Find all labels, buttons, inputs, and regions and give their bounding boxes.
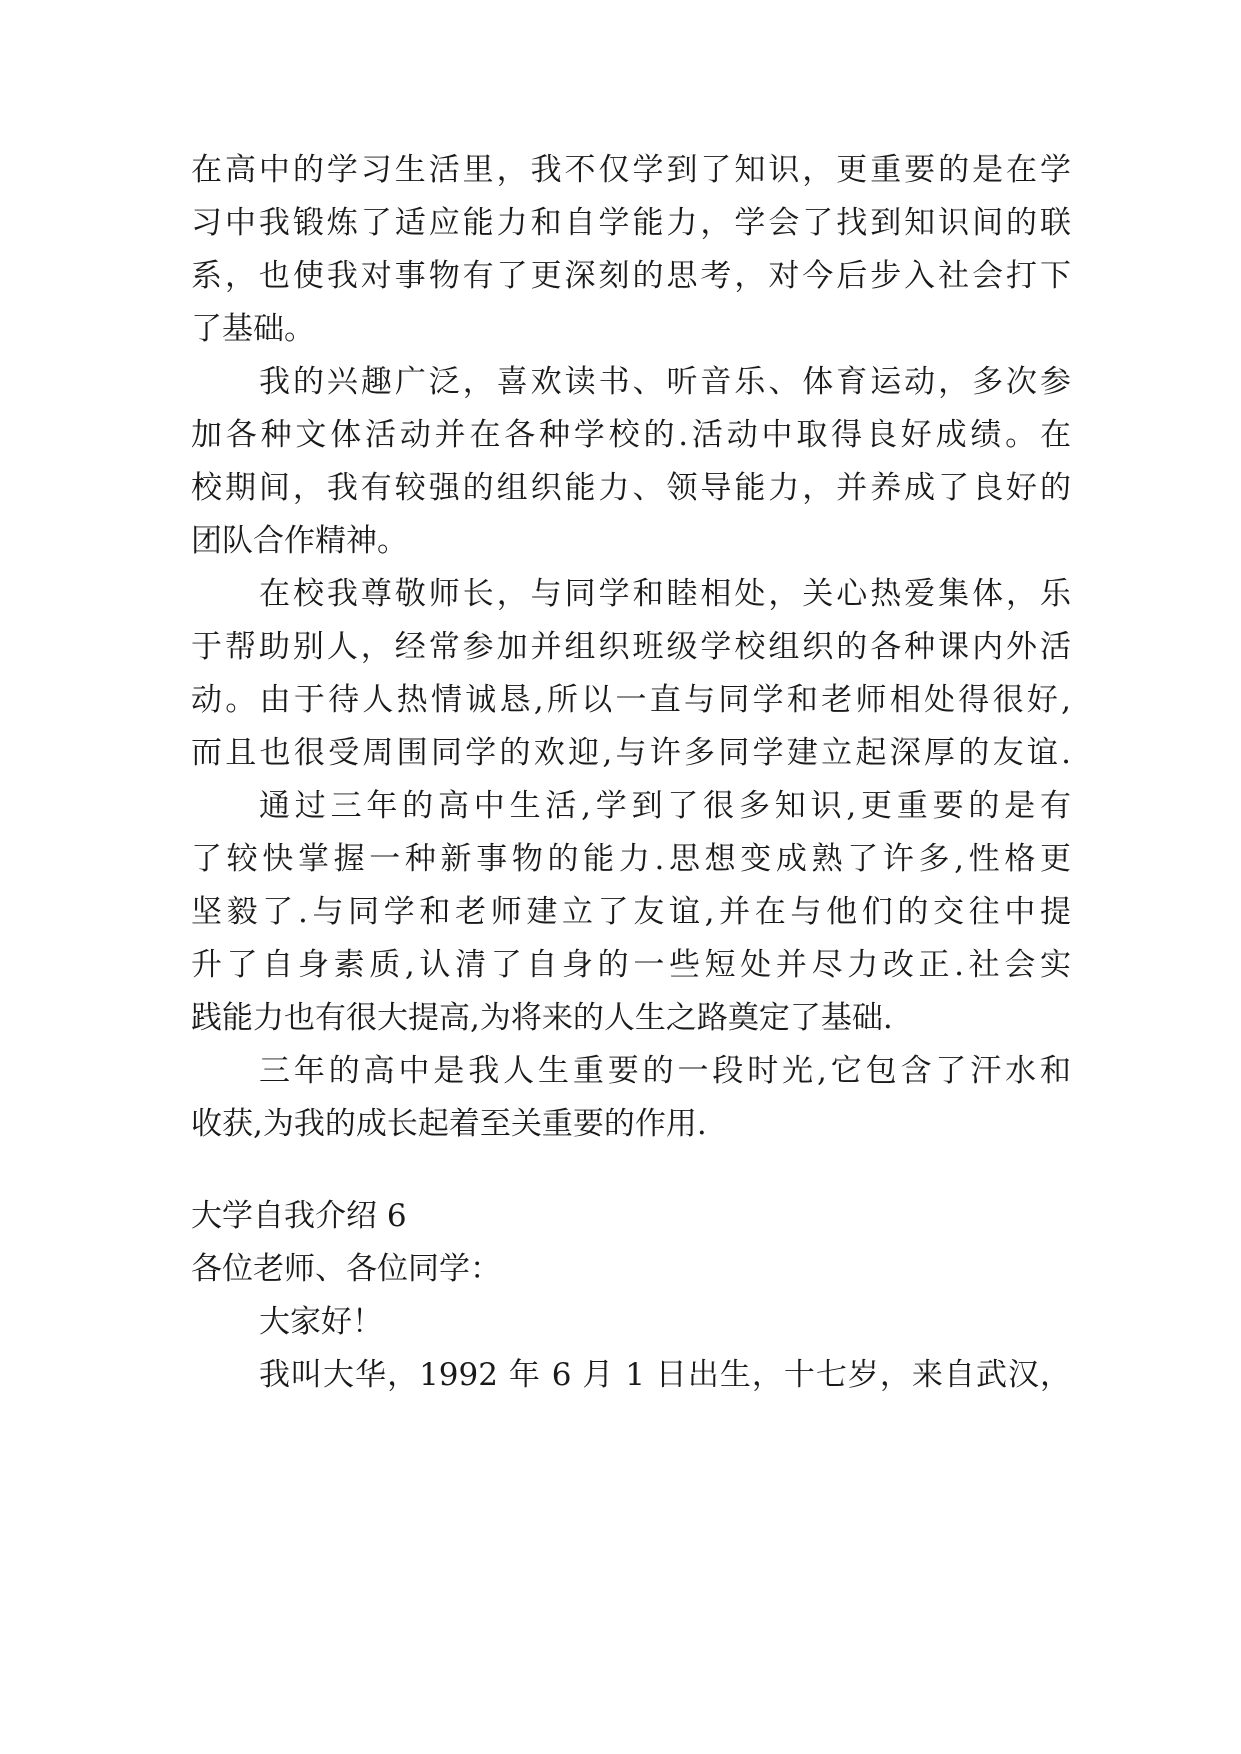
paragraph-line: 升了自身素质,认清了自身的一些短处并尽力改正.社会实	[191, 947, 1071, 983]
paragraph-line: 系，也使我对事物有了更深刻的思考，对今后步入社会打下	[191, 258, 1071, 294]
paragraph-line: 团队合作精神。	[191, 523, 408, 559]
paragraph-line: 收获,为我的成长起着至关重要的作用.	[191, 1106, 707, 1142]
paragraph-line: 了较快掌握一种新事物的能力.思想变成熟了许多,性格更	[191, 841, 1071, 877]
paragraph-line: 习中我锻炼了适应能力和自学能力，学会了找到知识间的联	[191, 205, 1071, 241]
paragraph-line: 坚毅了.与同学和老师建立了友谊,并在与他们的交往中提	[191, 894, 1071, 930]
paragraph-line: 而且也很受周围同学的欢迎,与许多同学建立起深厚的友谊.	[191, 735, 1071, 771]
paragraph-line: 通过三年的高中生活,学到了很多知识,更重要的是有	[259, 788, 1071, 824]
paragraph-line: 三年的高中是我人生重要的一段时光,它包含了汗水和	[259, 1053, 1071, 1089]
paragraph-line: 在校我尊敬师长，与同学和睦相处，关心热爱集体，乐	[259, 576, 1071, 612]
paragraph-line: 践能力也有很大提高,为将来的人生之路奠定了基础.	[191, 1000, 893, 1036]
paragraph-line: 我的兴趣广泛，喜欢读书、听音乐、体育运动，多次参	[259, 364, 1071, 400]
paragraph-line: 校期间，我有较强的组织能力、领导能力，并养成了良好的	[191, 470, 1071, 506]
paragraph-line: 于帮助别人，经常参加并组织班级学校组织的各种课内外活	[191, 629, 1071, 665]
section-heading: 大学自我介绍 6	[191, 1198, 407, 1234]
paragraph-line: 在高中的学习生活里，我不仅学到了知识，更重要的是在学	[191, 152, 1071, 188]
paragraph-line: 了基础。	[191, 311, 315, 347]
greeting: 大家好！	[259, 1304, 383, 1340]
paragraph-line: 我叫大华，1992 年 6 月 1 日出生，十七岁，来自武汉，	[259, 1357, 1071, 1393]
paragraph-line: 加各种文体活动并在各种学校的.活动中取得良好成绩。在	[191, 417, 1071, 453]
paragraph-line: 动。由于待人热情诚恳,所以一直与同学和老师相处得很好,	[191, 682, 1071, 718]
salutation: 各位老师、各位同学：	[191, 1251, 501, 1287]
